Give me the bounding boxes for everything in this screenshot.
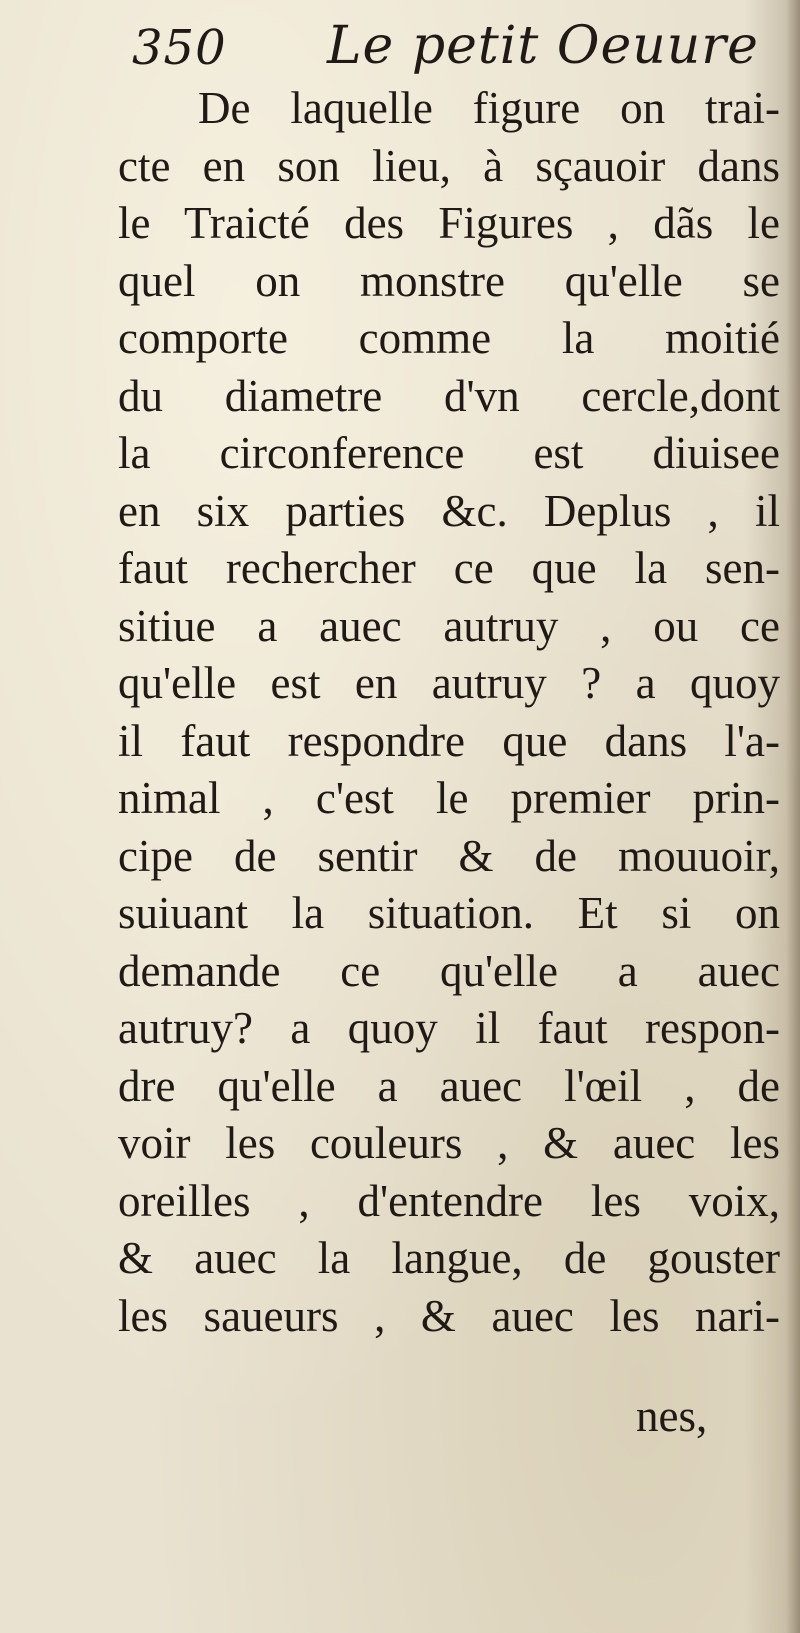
text-line: quel on monstre qu'elle se — [118, 255, 780, 306]
text-line: la circonference est diuisee — [118, 428, 780, 478]
text-line: du diametre d'vn cercle,dont — [118, 370, 780, 421]
text-line: qu'elle est en autruy ? a quoy — [118, 658, 780, 708]
page-edge-shadow — [786, 0, 800, 1633]
text-line: sitiue a auec autruy , ou ce — [118, 600, 780, 651]
text-line: faut rechercher ce que la sen- — [118, 543, 780, 593]
body-text — [118, 80, 780, 1345]
text-line: cte en son lieu, à sçauoir dans — [118, 140, 780, 191]
text-line: demande ce qu'elle a auec — [118, 945, 780, 996]
text-line: autruy? a quoy il faut respon- — [118, 1003, 780, 1053]
running-head — [132, 14, 772, 84]
page-number: 350 — [132, 20, 227, 76]
text-line: le Traicté des Figures , dãs le — [118, 198, 780, 248]
text-line: dre qu'elle a auec l'œil , de — [118, 1060, 780, 1111]
catchword: nes, — [636, 1391, 708, 1441]
text-line: suiuant la situation. Et si on — [118, 888, 780, 938]
text-line: De laquelle figure on trai- — [198, 83, 780, 133]
text-line: cipe de sentir & de mouuoir, — [118, 830, 780, 881]
text-line: comporte comme la moitié — [118, 313, 780, 363]
text-line: & auec la langue, de gouster — [118, 1233, 780, 1283]
text-line: en six parties &c. Deplus , il — [118, 485, 780, 536]
text-line: voir les couleurs , & auec les — [118, 1118, 780, 1168]
text-line: oreilles , d'entendre les voix, — [118, 1175, 780, 1226]
text-line: il faut respondre que dans l'a- — [118, 715, 780, 766]
running-title: Le petit Oeuure — [327, 16, 759, 76]
text-line: nimal , c'est le premier prin- — [118, 773, 780, 823]
text-line: les saueurs , & auec les nari- — [118, 1290, 780, 1341]
